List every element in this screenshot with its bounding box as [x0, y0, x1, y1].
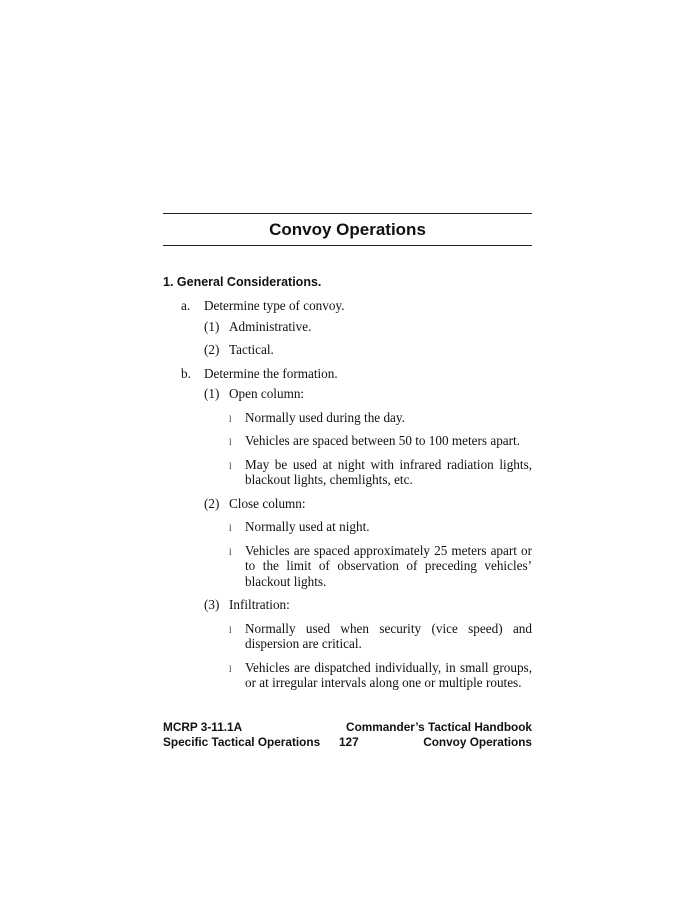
bullet-item: [163, 410, 532, 426]
sub-item: [163, 597, 532, 613]
sub-item: [163, 319, 532, 335]
bullet-item: [163, 660, 532, 691]
bullet-text: Vehicles are dispatched individually, in small groups, or at irregular intervals along one or multiple routes.: [245, 659, 532, 690]
bullet-item: [163, 621, 532, 652]
title-rule-top: [163, 213, 532, 214]
bullet-icon: l: [229, 546, 232, 557]
bullet-item: [163, 519, 532, 535]
bullet-icon: l: [229, 523, 232, 533]
footer-row-top: [163, 720, 532, 735]
footer-row-bottom: [163, 735, 532, 750]
item-text: Determine the formation.: [204, 365, 338, 381]
section-heading: 1. General Considerations.: [163, 275, 322, 289]
bullet-item: [163, 457, 532, 488]
title-rule-bottom: [163, 245, 532, 246]
item-marker: a.: [181, 298, 191, 313]
handbook-title: Commander’s Tactical Handbook: [346, 720, 532, 734]
bullet-icon: l: [229, 437, 232, 447]
sub-item: [163, 342, 532, 358]
sub-item: [163, 386, 532, 402]
bullet-text: Normally used at night.: [245, 519, 370, 534]
page-footer: [163, 720, 532, 750]
sub-marker: (3): [204, 597, 220, 612]
bullet-text: May be used at night with infrared radiation lights, blackout lights, chemlights, etc.: [245, 456, 532, 487]
sub-text: Tactical.: [229, 342, 274, 357]
bullet-item: [163, 433, 532, 449]
bullet-text: Vehicles are spaced between 50 to 100 meters apart.: [245, 433, 520, 448]
bullet-icon: l: [229, 624, 232, 635]
item-marker: b.: [181, 365, 191, 381]
bullet-icon: l: [229, 460, 232, 471]
sub-item: [163, 496, 532, 512]
publication-number: MCRP 3-11.1A: [163, 720, 243, 734]
sub-marker: (2): [204, 342, 220, 357]
list-item-a: [163, 298, 532, 314]
bullet-icon: l: [229, 413, 232, 424]
sub-marker: (2): [204, 495, 220, 511]
page-content: [163, 213, 532, 691]
bullet-icon: l: [229, 663, 232, 674]
bullet-text: Vehicles are spaced approximately 25 meters apart or to the limit of observation of preceding vehicles’ blackout lights.: [245, 542, 532, 589]
sub-text: Close column:: [229, 495, 306, 511]
sub-text: Infiltration:: [229, 597, 290, 612]
item-text: Determine type of convoy.: [204, 298, 345, 313]
sub-text: Open column:: [229, 386, 305, 401]
page-number: 127: [339, 735, 359, 749]
list-item-b: [163, 366, 532, 382]
section-name: Convoy Operations: [423, 735, 532, 749]
bullet-item: [163, 543, 532, 590]
bullet-text: Normally used when security (vice speed) and dispersion are critical.: [245, 620, 532, 651]
sub-marker: (1): [204, 318, 220, 334]
sub-text: Administrative.: [229, 318, 312, 334]
chapter-name: Specific Tactical Operations: [163, 735, 321, 749]
sub-marker: (1): [204, 386, 220, 401]
bullet-text: Normally used during the day.: [245, 409, 405, 425]
page-title: Convoy Operations: [269, 220, 426, 239]
